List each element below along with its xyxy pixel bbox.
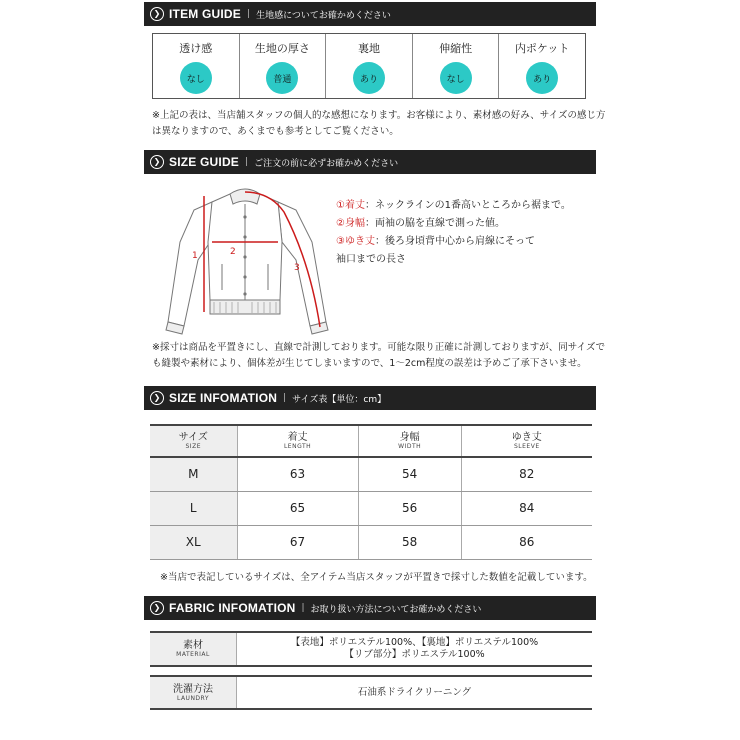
- chevron-right-icon: ❯: [150, 391, 164, 405]
- section-title: SIZE INFOMATION: [169, 391, 278, 405]
- measurement-item: 袖口までの長さ: [336, 254, 406, 265]
- size-table: [150, 424, 592, 560]
- table-row: M 63 54 82: [150, 457, 592, 491]
- diagram-label: 1: [192, 251, 198, 261]
- chevron-right-icon: ❯: [150, 155, 164, 169]
- laundry-row: 洗濯方法 LAUNDRY 石油系ドライクリーニング: [150, 675, 592, 710]
- section-title: SIZE GUIDE: [169, 155, 240, 169]
- item-guide-header: ❯ ITEM GUIDE | 生地感についてお確かめください: [144, 2, 596, 26]
- guide-badge: なし: [180, 62, 212, 94]
- chevron-right-icon: ❯: [150, 7, 164, 21]
- guide-cell: [326, 34, 413, 98]
- item-guide-table: [152, 33, 586, 99]
- size-guide-header: ❯ SIZE GUIDE | ご注文の前に必ずお確かめください: [144, 150, 596, 174]
- section-subtitle: お取り扱い方法についてお確かめください: [310, 604, 482, 615]
- diagram-label: 2: [230, 247, 236, 257]
- section-subtitle: サイズ表【単位：cm】: [292, 394, 387, 405]
- measurement-item: ②身幅：両袖の脇を直線で測った値。: [336, 218, 505, 229]
- guide-label: 伸縮性: [439, 42, 473, 55]
- diagram-label: 3: [294, 263, 300, 273]
- measurement-item: ③ゆき丈：後ろ身頃背中心から肩線にそって: [336, 236, 535, 247]
- guide-label: 内ポケット: [514, 42, 570, 55]
- guide-badge: あり: [526, 62, 558, 94]
- guide-label: 生地の厚さ: [254, 42, 310, 55]
- section-subtitle: ご注文の前に必ずお確かめください: [254, 158, 399, 169]
- guide-label: 透け感: [179, 42, 213, 55]
- guide-label: 裏地: [357, 42, 380, 55]
- measurement-list: [336, 197, 571, 269]
- guide-cell: [499, 34, 585, 98]
- guide-cell: [413, 34, 500, 98]
- section-title: FABRIC INFOMATION: [169, 601, 296, 615]
- measurement-item: ①着丈：ネックラインの1番高いところから裾まで。: [336, 200, 571, 211]
- guide-badge: あり: [353, 62, 385, 94]
- material-value: 【表地】ポリエステル100%、【裏地】ポリエステル100% 【リブ部分】ポリエステル100%: [290, 637, 539, 660]
- table-row: L 65 56 84: [150, 491, 592, 525]
- laundry-value: 石油系ドライクリーニング: [357, 686, 472, 698]
- guide-badge: なし: [440, 62, 472, 94]
- guide-badge: 普通: [266, 62, 298, 94]
- fabric-info-header: ❯ FABRIC INFOMATION | お取り扱い方法についてお確かめください: [144, 596, 596, 620]
- chevron-right-icon: ❯: [150, 601, 164, 615]
- guide-cell: [153, 34, 240, 98]
- table-header-row: サイズ SIZE 着丈 LENGTH 身幅 WIDTH ゆき丈 SLEEVE: [150, 425, 592, 457]
- section-subtitle: 生地感についてお確かめください: [256, 10, 391, 21]
- table-row: XL 67 58 86: [150, 525, 592, 559]
- size-info-note: ※当店で表記しているサイズは、全アイテム当店スタッフが平置きで採寸した数値を記載しています。: [160, 572, 593, 583]
- size-info-header: ❯ SIZE INFOMATION | サイズ表【単位：cm】: [144, 386, 596, 410]
- material-row: 素材 MATERIAL 【表地】ポリエステル100%、【裏地】ポリエステル100% 【リブ部分】ポリエステル100%: [150, 631, 592, 667]
- jacket-diagram: [160, 182, 335, 337]
- item-guide-note: ※上記の表は、当店舗スタッフの個人的な感想になります。お客様により、素材感の好み、サイズの感じ方 は異なりますので、あくまでも参考としてご覧ください。: [152, 110, 606, 137]
- size-guide-note: ※採寸は商品を平置きにし、直線で計測しております。可能な限り正確に計測しておりますが、同サイズで も縫製や素材により、個体差が生じてしまいますので、1～2cm程度の誤差は予めご了承下さいませ。: [152, 342, 605, 369]
- guide-cell: [240, 34, 327, 98]
- section-title: ITEM GUIDE: [169, 7, 242, 21]
